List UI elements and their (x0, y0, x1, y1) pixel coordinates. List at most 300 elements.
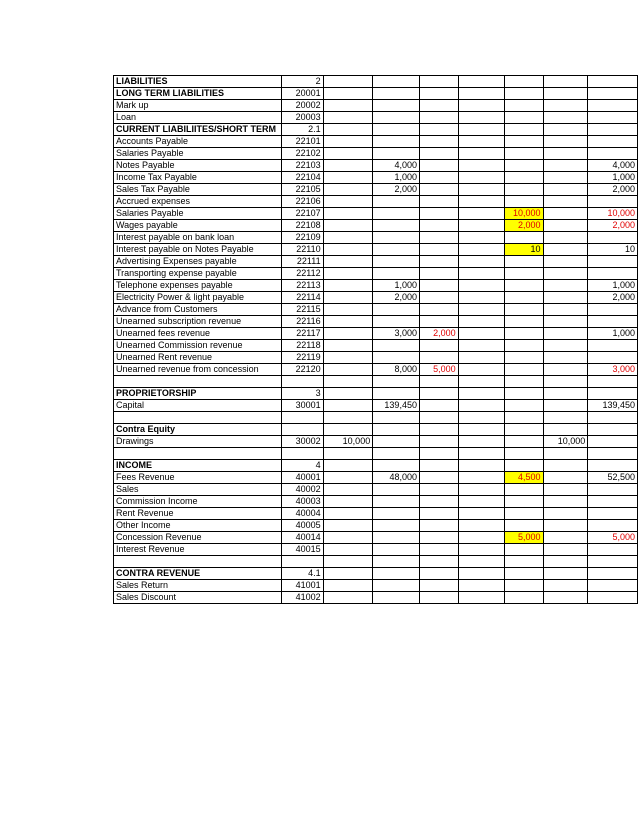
amount-cell (323, 472, 373, 484)
amount-cell (588, 124, 638, 136)
amount-cell (419, 184, 458, 196)
account-code-cell: 3 (281, 388, 323, 400)
amount-cell (323, 448, 373, 460)
account-code-cell: 22120 (281, 364, 323, 376)
amount-cell (458, 184, 504, 196)
amount-cell (543, 448, 588, 460)
account-code-cell: 22109 (281, 232, 323, 244)
table-row (114, 448, 638, 460)
amount-cell (504, 376, 543, 388)
account-name-cell: Interest Revenue (114, 544, 282, 556)
account-code-cell: 40015 (281, 544, 323, 556)
account-name-cell (114, 412, 282, 424)
amount-cell (504, 328, 543, 340)
amount-cell (504, 448, 543, 460)
amount-cell (543, 352, 588, 364)
amount-cell (458, 292, 504, 304)
amount-cell (458, 304, 504, 316)
amount-cell (504, 148, 543, 160)
amount-cell (458, 148, 504, 160)
account-name-cell: Rent Revenue (114, 508, 282, 520)
amount-cell: 10,000 (588, 208, 638, 220)
table-row (114, 136, 638, 148)
amount-cell: 1,000 (373, 172, 420, 184)
account-code-cell: 40004 (281, 508, 323, 520)
account-name-cell: Fees Revenue (114, 472, 282, 484)
amount-cell: 2,000 (373, 292, 420, 304)
amount-cell (419, 268, 458, 280)
amount-cell (504, 352, 543, 364)
account-name-cell: Transporting expense payable (114, 268, 282, 280)
table-row (114, 592, 638, 604)
amount-cell (504, 412, 543, 424)
amount-cell (373, 412, 420, 424)
amount-cell (588, 520, 638, 532)
amount-cell (588, 544, 638, 556)
amount-cell (323, 352, 373, 364)
ledger-table (113, 75, 638, 604)
amount-cell (504, 196, 543, 208)
amount-cell (419, 148, 458, 160)
amount-cell (458, 196, 504, 208)
amount-cell (419, 508, 458, 520)
account-name-cell: Telephone expenses payable (114, 280, 282, 292)
amount-cell (458, 424, 504, 436)
account-code-cell: 22107 (281, 208, 323, 220)
account-name-cell: Salaries Payable (114, 148, 282, 160)
amount-cell (543, 592, 588, 604)
amount-cell (323, 292, 373, 304)
table-row (114, 76, 638, 88)
account-code-cell: 22101 (281, 136, 323, 148)
account-name-cell: Concession Revenue (114, 532, 282, 544)
amount-cell (373, 580, 420, 592)
amount-cell (588, 592, 638, 604)
amount-cell (588, 424, 638, 436)
amount-cell (588, 316, 638, 328)
table-row (114, 280, 638, 292)
amount-cell (373, 220, 420, 232)
amount-cell (323, 568, 373, 580)
account-name-cell: Contra Equity (114, 424, 282, 436)
amount-cell (458, 592, 504, 604)
amount-cell (458, 412, 504, 424)
amount-cell (543, 376, 588, 388)
table-row (114, 268, 638, 280)
account-name-cell: LONG TERM LIABILITIES (114, 88, 282, 100)
account-code-cell: 22108 (281, 220, 323, 232)
amount-cell: 2,000 (373, 184, 420, 196)
account-code-cell: 22106 (281, 196, 323, 208)
amount-cell (543, 280, 588, 292)
amount-cell (504, 112, 543, 124)
account-name-cell: Advertising Expenses payable (114, 256, 282, 268)
amount-cell (504, 520, 543, 532)
account-code-cell: 20001 (281, 88, 323, 100)
amount-cell (543, 76, 588, 88)
account-code-cell: 22115 (281, 304, 323, 316)
amount-cell (543, 400, 588, 412)
amount-cell (543, 304, 588, 316)
amount-cell: 2,000 (419, 328, 458, 340)
table-row (114, 496, 638, 508)
amount-cell (419, 520, 458, 532)
amount-cell (504, 88, 543, 100)
amount-cell: 5,000 (588, 532, 638, 544)
amount-cell (323, 148, 373, 160)
table-row (114, 256, 638, 268)
account-code-cell: 40014 (281, 532, 323, 544)
table-row (114, 160, 638, 172)
account-name-cell: Loan (114, 112, 282, 124)
amount-cell (543, 388, 588, 400)
amount-cell (504, 436, 543, 448)
account-code-cell: 30002 (281, 436, 323, 448)
amount-cell (543, 484, 588, 496)
account-code-cell: 2 (281, 76, 323, 88)
account-name-cell: Wages payable (114, 220, 282, 232)
amount-cell (588, 580, 638, 592)
amount-cell (588, 556, 638, 568)
amount-cell (323, 412, 373, 424)
amount-cell (543, 412, 588, 424)
amount-cell (543, 328, 588, 340)
account-name-cell: Unearned fees revenue (114, 328, 282, 340)
amount-cell (588, 388, 638, 400)
amount-cell (458, 448, 504, 460)
amount-cell: 4,500 (504, 472, 543, 484)
table-row (114, 436, 638, 448)
account-name-cell: Unearned Commission revenue (114, 340, 282, 352)
amount-cell (419, 220, 458, 232)
account-code-cell: 22114 (281, 292, 323, 304)
amount-cell (373, 352, 420, 364)
amount-cell (419, 292, 458, 304)
amount-cell (588, 448, 638, 460)
amount-cell (373, 496, 420, 508)
account-name-cell: Notes Payable (114, 160, 282, 172)
amount-cell (373, 568, 420, 580)
amount-cell (323, 268, 373, 280)
amount-cell (543, 364, 588, 376)
account-name-cell: PROPRIETORSHIP (114, 388, 282, 400)
table-row (114, 460, 638, 472)
amount-cell (543, 160, 588, 172)
account-code-cell: 22119 (281, 352, 323, 364)
table-row (114, 520, 638, 532)
amount-cell (588, 196, 638, 208)
amount-cell (504, 136, 543, 148)
amount-cell (373, 232, 420, 244)
amount-cell (419, 352, 458, 364)
account-code-cell (281, 448, 323, 460)
account-name-cell: Sales (114, 484, 282, 496)
amount-cell (543, 196, 588, 208)
amount-cell (458, 256, 504, 268)
amount-cell: 10 (504, 244, 543, 256)
amount-cell: 1,000 (588, 328, 638, 340)
table-row (114, 568, 638, 580)
amount-cell (543, 220, 588, 232)
amount-cell (588, 484, 638, 496)
amount-cell (504, 340, 543, 352)
table-row (114, 472, 638, 484)
account-name-cell: Accounts Payable (114, 136, 282, 148)
amount-cell (458, 340, 504, 352)
account-name-cell: Commission Income (114, 496, 282, 508)
amount-cell (504, 160, 543, 172)
amount-cell (504, 496, 543, 508)
table-row (114, 352, 638, 364)
account-name-cell: Accrued expenses (114, 196, 282, 208)
amount-cell (458, 544, 504, 556)
amount-cell (458, 112, 504, 124)
amount-cell (373, 112, 420, 124)
table-row (114, 184, 638, 196)
amount-cell (323, 136, 373, 148)
amount-cell (543, 148, 588, 160)
amount-cell: 2,000 (504, 220, 543, 232)
amount-cell (458, 508, 504, 520)
amount-cell (543, 172, 588, 184)
amount-cell (458, 208, 504, 220)
table-row (114, 304, 638, 316)
amount-cell (543, 472, 588, 484)
account-code-cell: 20003 (281, 112, 323, 124)
account-name-cell: Unearned Rent revenue (114, 352, 282, 364)
amount-cell (458, 352, 504, 364)
amount-cell (543, 292, 588, 304)
amount-cell (373, 88, 420, 100)
amount-cell (323, 544, 373, 556)
amount-cell (323, 328, 373, 340)
table-row (114, 412, 638, 424)
amount-cell (543, 88, 588, 100)
table-row (114, 424, 638, 436)
amount-cell (543, 424, 588, 436)
amount-cell (419, 388, 458, 400)
amount-cell: 10,000 (543, 436, 588, 448)
table-row (114, 292, 638, 304)
account-code-cell: 40005 (281, 520, 323, 532)
amount-cell (419, 532, 458, 544)
amount-cell (373, 244, 420, 256)
amount-cell (373, 532, 420, 544)
account-code-cell: 22117 (281, 328, 323, 340)
amount-cell: 4,000 (373, 160, 420, 172)
amount-cell (323, 508, 373, 520)
amount-cell (419, 544, 458, 556)
account-name-cell: Income Tax Payable (114, 172, 282, 184)
amount-cell (419, 580, 458, 592)
amount-cell: 3,000 (588, 364, 638, 376)
account-name-cell: Sales Discount (114, 592, 282, 604)
amount-cell: 139,450 (373, 400, 420, 412)
amount-cell (504, 460, 543, 472)
table-row (114, 508, 638, 520)
amount-cell (373, 544, 420, 556)
table-row (114, 100, 638, 112)
amount-cell (458, 556, 504, 568)
table-row (114, 340, 638, 352)
amount-cell (419, 304, 458, 316)
account-name-cell: Interest payable on bank loan (114, 232, 282, 244)
amount-cell (419, 448, 458, 460)
amount-cell (588, 100, 638, 112)
table-row (114, 328, 638, 340)
amount-cell (323, 172, 373, 184)
amount-cell (419, 436, 458, 448)
table-row (114, 88, 638, 100)
amount-cell (323, 256, 373, 268)
account-name-cell: CURRENT LIABILIITES/SHORT TERM (114, 124, 282, 136)
amount-cell (419, 124, 458, 136)
amount-cell (588, 496, 638, 508)
amount-cell (458, 124, 504, 136)
amount-cell: 10,000 (323, 436, 373, 448)
amount-cell (458, 376, 504, 388)
amount-cell (373, 520, 420, 532)
account-name-cell: Mark up (114, 100, 282, 112)
amount-cell (458, 76, 504, 88)
amount-cell (419, 424, 458, 436)
amount-cell (588, 460, 638, 472)
amount-cell (419, 472, 458, 484)
account-name-cell: Sales Tax Payable (114, 184, 282, 196)
amount-cell (458, 472, 504, 484)
table-row (114, 232, 638, 244)
amount-cell (419, 316, 458, 328)
amount-cell: 2,000 (588, 220, 638, 232)
amount-cell (543, 544, 588, 556)
amount-cell (588, 340, 638, 352)
amount-cell (373, 508, 420, 520)
amount-cell (373, 448, 420, 460)
account-code-cell: 22105 (281, 184, 323, 196)
amount-cell (504, 592, 543, 604)
amount-cell (458, 316, 504, 328)
amount-cell (458, 436, 504, 448)
amount-cell (543, 568, 588, 580)
table-row (114, 148, 638, 160)
amount-cell (373, 388, 420, 400)
amount-cell (373, 484, 420, 496)
amount-cell: 10,000 (504, 208, 543, 220)
account-name-cell: CONTRA REVENUE (114, 568, 282, 580)
account-code-cell (281, 424, 323, 436)
amount-cell (543, 184, 588, 196)
amount-cell (543, 580, 588, 592)
amount-cell (458, 172, 504, 184)
amount-cell (543, 460, 588, 472)
amount-cell (323, 196, 373, 208)
amount-cell (323, 112, 373, 124)
amount-cell (458, 136, 504, 148)
amount-cell (458, 328, 504, 340)
amount-cell (543, 268, 588, 280)
account-code-cell: 40002 (281, 484, 323, 496)
amount-cell (323, 520, 373, 532)
amount-cell (323, 556, 373, 568)
amount-cell: 10 (588, 244, 638, 256)
table-row (114, 196, 638, 208)
amount-cell (588, 76, 638, 88)
amount-cell (504, 304, 543, 316)
amount-cell (543, 208, 588, 220)
amount-cell (323, 184, 373, 196)
amount-cell (504, 556, 543, 568)
amount-cell (419, 256, 458, 268)
amount-cell (588, 508, 638, 520)
account-name-cell: INCOME (114, 460, 282, 472)
amount-cell (323, 208, 373, 220)
amount-cell (458, 364, 504, 376)
account-name-cell: Advance from Customers (114, 304, 282, 316)
amount-cell (458, 484, 504, 496)
amount-cell (373, 592, 420, 604)
amount-cell (543, 124, 588, 136)
amount-cell (504, 388, 543, 400)
amount-cell (458, 160, 504, 172)
amount-cell (373, 256, 420, 268)
table-row (114, 400, 638, 412)
amount-cell (419, 400, 458, 412)
amount-cell (458, 88, 504, 100)
amount-cell (323, 592, 373, 604)
amount-cell (323, 400, 373, 412)
amount-cell (504, 544, 543, 556)
account-name-cell: Capital (114, 400, 282, 412)
amount-cell (504, 568, 543, 580)
account-code-cell (281, 556, 323, 568)
amount-cell (588, 412, 638, 424)
amount-cell (323, 124, 373, 136)
amount-cell: 2,000 (588, 292, 638, 304)
amount-cell (458, 520, 504, 532)
amount-cell: 52,500 (588, 472, 638, 484)
amount-cell (373, 268, 420, 280)
amount-cell (543, 100, 588, 112)
account-code-cell: 22112 (281, 268, 323, 280)
amount-cell (458, 268, 504, 280)
amount-cell (504, 484, 543, 496)
amount-cell (323, 484, 373, 496)
amount-cell (323, 340, 373, 352)
account-name-cell (114, 556, 282, 568)
amount-cell (588, 136, 638, 148)
amount-cell (588, 304, 638, 316)
account-code-cell: 22118 (281, 340, 323, 352)
amount-cell (543, 244, 588, 256)
amount-cell (458, 400, 504, 412)
amount-cell (419, 172, 458, 184)
table-row (114, 376, 638, 388)
amount-cell (419, 232, 458, 244)
table-row (114, 556, 638, 568)
account-code-cell: 40001 (281, 472, 323, 484)
amount-cell (419, 244, 458, 256)
amount-cell (323, 424, 373, 436)
amount-cell (323, 316, 373, 328)
amount-cell: 8,000 (373, 364, 420, 376)
amount-cell (458, 532, 504, 544)
amount-cell (504, 172, 543, 184)
amount-cell (373, 148, 420, 160)
amount-cell (373, 436, 420, 448)
account-code-cell (281, 412, 323, 424)
account-code-cell: 4 (281, 460, 323, 472)
amount-cell (504, 184, 543, 196)
